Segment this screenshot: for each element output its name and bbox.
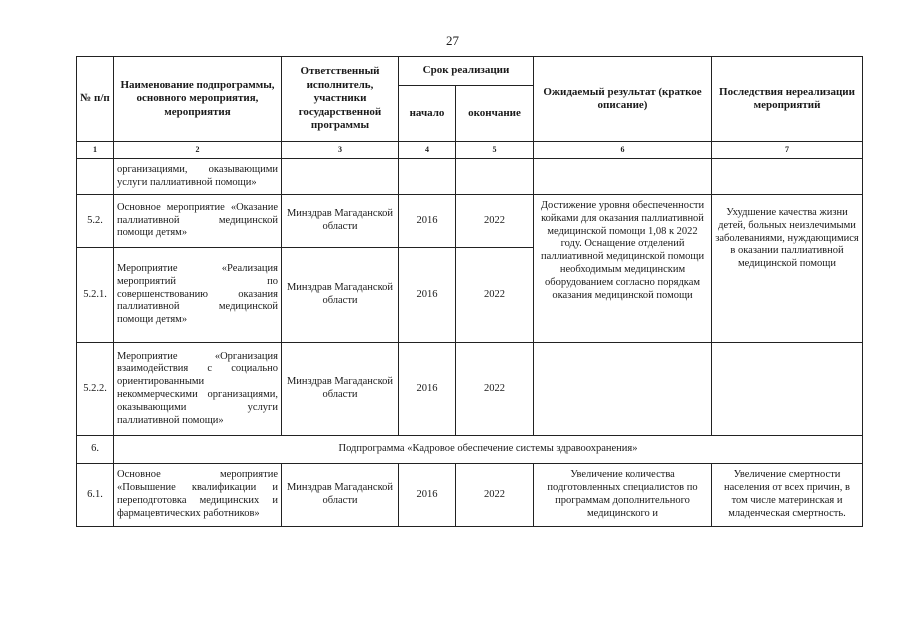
row-executor: Минздрав Магаданской области <box>282 464 399 527</box>
column-number: 5 <box>456 142 534 159</box>
row-end: 2022 <box>456 343 534 436</box>
subprogram-title: Подпрограмма «Кадровое обеспечение системы здравоохранения» <box>114 436 863 464</box>
row-num: 6. <box>77 436 114 464</box>
row-num: 6.1. <box>77 464 114 527</box>
row-name: Мероприятие «Организация взаимодействия с социально ориентированными некоммерческими организациями, оказывающими услуги паллиативной помощи» <box>114 343 282 436</box>
row-executor: Минздрав Магаданской области <box>282 248 399 343</box>
header-term: Срок реализации <box>399 57 534 86</box>
row-result: Достижение уровня обеспеченности койками для оказания паллиативной медицинской помощи 1,08 к 2022 году. Оснащение отделений паллиативной медицинской помощи необходимым медицинским оборудованием согласно порядкам оказания медицинской помощи <box>534 195 712 343</box>
row-consequences: Ухудшение качества жизни детей, больных неизлечимыми заболеваниями, нуждающимися в оказании паллиативной медицинской помощи <box>712 195 863 343</box>
row-executor: Минздрав Магаданской области <box>282 195 399 248</box>
header-consequences: Последствия нереализации мероприятий <box>712 57 863 142</box>
column-number: 2 <box>114 142 282 159</box>
header-result: Ожидаемый результат (краткое описание) <box>534 57 712 142</box>
column-number-row <box>77 142 863 159</box>
table-row <box>77 159 863 195</box>
table-row <box>77 436 863 464</box>
row-start: 2016 <box>399 195 456 248</box>
header-num: № п/п <box>77 57 114 142</box>
row-result: Увеличение количества подготовленных специалистов по программам дополнительного медицинского и <box>534 464 712 527</box>
row-name: организациями, оказывающими услуги паллиативной помощи» <box>114 159 282 195</box>
column-number: 4 <box>399 142 456 159</box>
row-num: 5.2. <box>77 195 114 248</box>
column-number: 6 <box>534 142 712 159</box>
header-end: окончание <box>456 86 534 142</box>
program-table <box>76 56 863 527</box>
table-row <box>77 195 863 248</box>
header-name: Наименование подпрограммы, основного мероприятия, мероприятия <box>114 57 282 142</box>
row-num: 5.2.1. <box>77 248 114 343</box>
row-start: 2016 <box>399 464 456 527</box>
page-number: 27 <box>446 33 459 48</box>
row-end: 2022 <box>456 248 534 343</box>
row-end: 2022 <box>456 464 534 527</box>
row-name: Основное мероприятие «Повышение квалификации и переподготовка медицинских и фармацевтических работников» <box>114 464 282 527</box>
row-name: Основное мероприятие «Оказание паллиативной медицинской помощи детям» <box>114 195 282 248</box>
column-number: 3 <box>282 142 399 159</box>
column-number: 1 <box>77 142 114 159</box>
row-start: 2016 <box>399 248 456 343</box>
header-executor: Ответственный исполнитель, участники государственной программы <box>282 57 399 142</box>
row-executor: Минздрав Магаданской области <box>282 343 399 436</box>
row-end: 2022 <box>456 195 534 248</box>
row-name: Мероприятие «Реализация мероприятий по совершенствованию оказания паллиативной медицинской помощи детям» <box>114 248 282 343</box>
row-num: 5.2.2. <box>77 343 114 436</box>
column-number: 7 <box>712 142 863 159</box>
table-row <box>77 343 863 436</box>
row-start: 2016 <box>399 343 456 436</box>
header-start: начало <box>399 86 456 142</box>
table-row <box>77 464 863 527</box>
row-consequences: Увеличение смертности населения от всех причин, в том числе материнская и младенческая смертность. <box>712 464 863 527</box>
